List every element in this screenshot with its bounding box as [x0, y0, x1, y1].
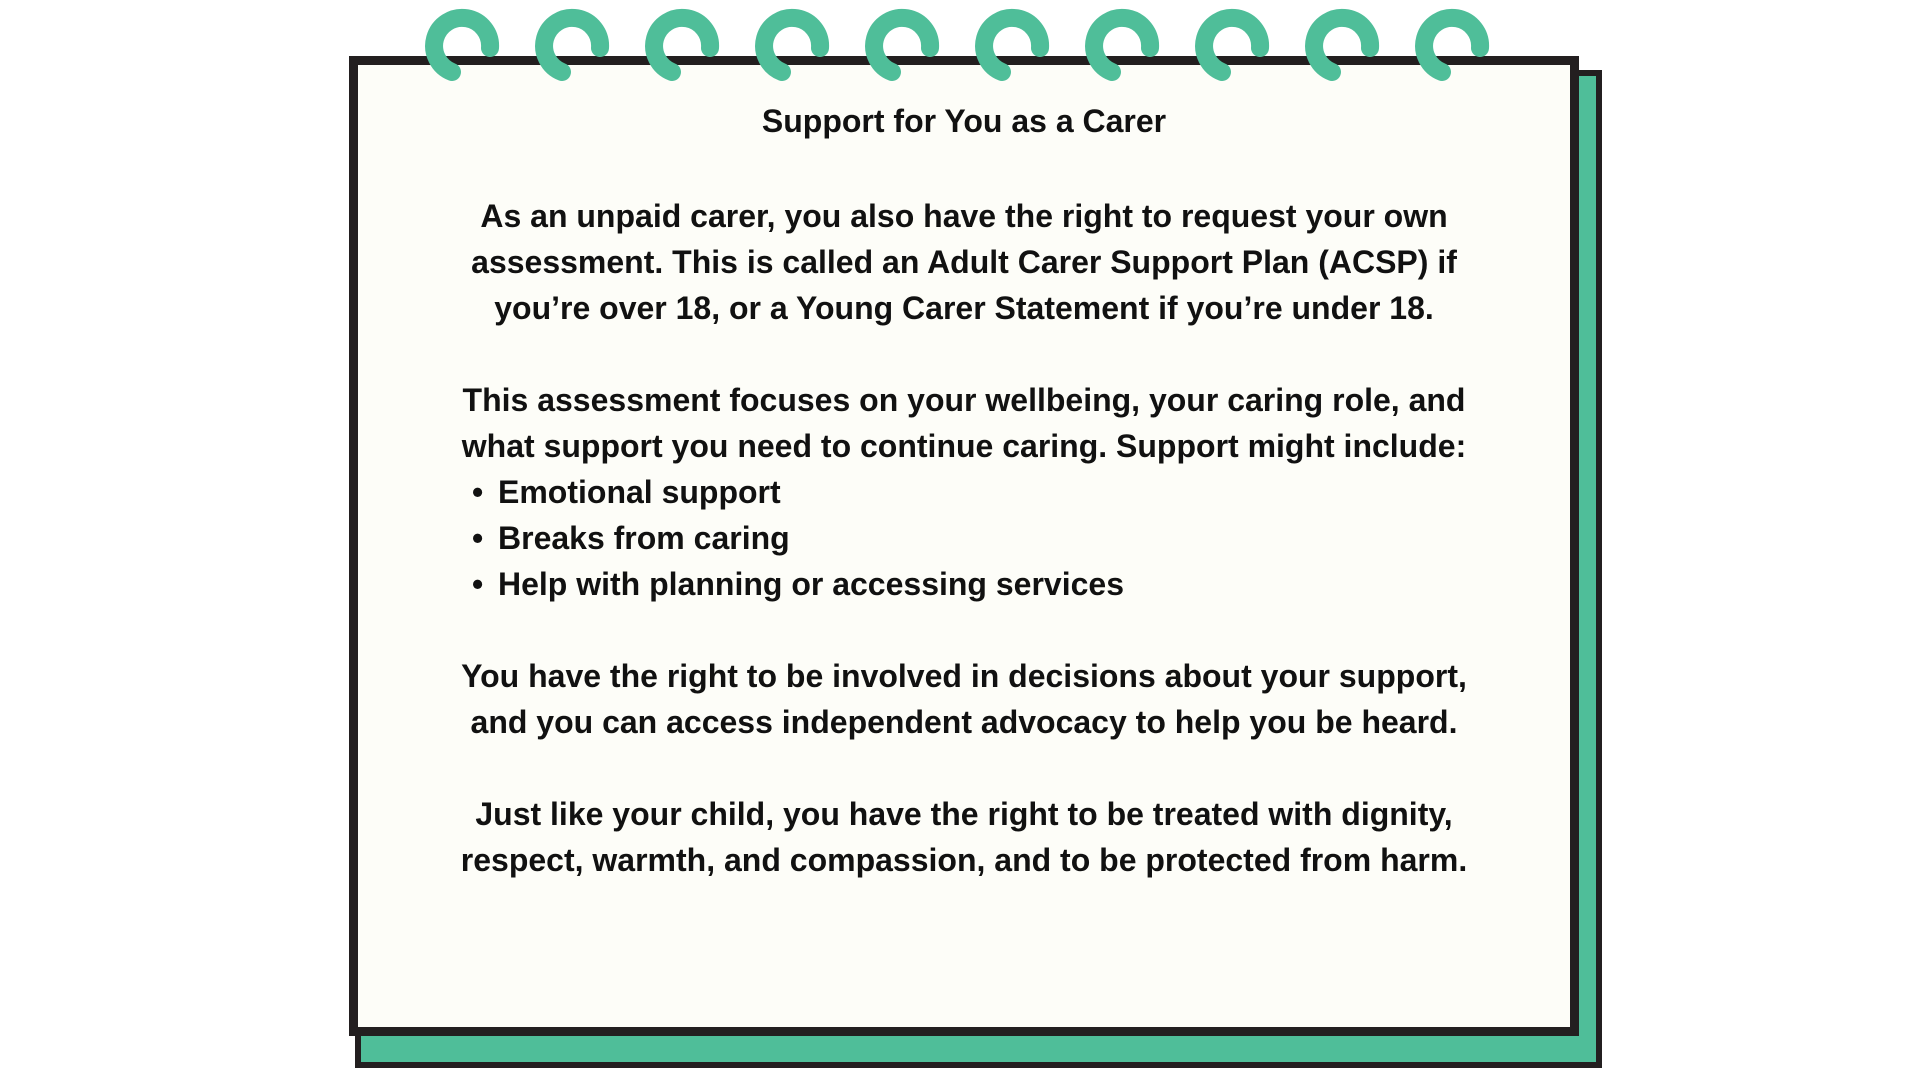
- spiral-ring-icon: [532, 8, 614, 98]
- spiral-ring-icon: [1302, 8, 1384, 98]
- text-line: This assessment focuses on your wellbeing, your caring role, and: [462, 382, 1466, 418]
- spiral-ring-icon: [862, 8, 944, 98]
- paragraph-involvement: [358, 653, 1570, 745]
- spiral-ring-icon: [752, 8, 834, 98]
- spiral-ring-icon: [1082, 8, 1164, 98]
- bullet-icon: •: [472, 520, 484, 556]
- text-line: and you can access independent advocacy to help you be heard.: [470, 704, 1458, 740]
- text-line: You have the right to be involved in decisions about your support,: [461, 658, 1467, 694]
- paragraph-assessment-right: [358, 193, 1570, 331]
- page-title: Support for You as a Carer: [761, 103, 1167, 139]
- text-line: what support you need to continue caring. Support might include:: [461, 428, 1467, 464]
- spiral-binding: [422, 8, 1522, 100]
- spiral-ring-icon: [642, 8, 724, 98]
- spiral-ring-icon: [972, 8, 1054, 98]
- paragraph-assessment-focus: [358, 377, 1570, 607]
- spiral-ring-icon: [1412, 8, 1494, 98]
- list-item: [468, 561, 1570, 607]
- bullet-icon: •: [472, 566, 484, 602]
- list-item-text: Help with planning or accessing services: [498, 566, 1124, 602]
- paragraph-dignity: [358, 791, 1570, 883]
- spiral-ring-icon: [1192, 8, 1274, 98]
- list-item-text: Emotional support: [498, 474, 781, 510]
- notepad-content: [358, 95, 1570, 883]
- text-line: As an unpaid carer, you also have the right to request your own: [480, 198, 1448, 234]
- text-line: you’re over 18, or a Young Carer Statement if you’re under 18.: [494, 290, 1434, 326]
- spiral-ring-icon: [422, 8, 504, 98]
- list-item-text: Breaks from caring: [498, 520, 790, 556]
- text-line: Just like your child, you have the right to be treated with dignity,: [475, 796, 1453, 832]
- list-item: [468, 515, 1570, 561]
- list-item: [468, 469, 1570, 515]
- text-line: respect, warmth, and compassion, and to be protected from harm.: [460, 842, 1468, 878]
- support-list: [468, 469, 1570, 607]
- bullet-icon: •: [472, 474, 484, 510]
- text-line: assessment. This is called an Adult Carer Support Plan (ACSP) if: [471, 244, 1457, 280]
